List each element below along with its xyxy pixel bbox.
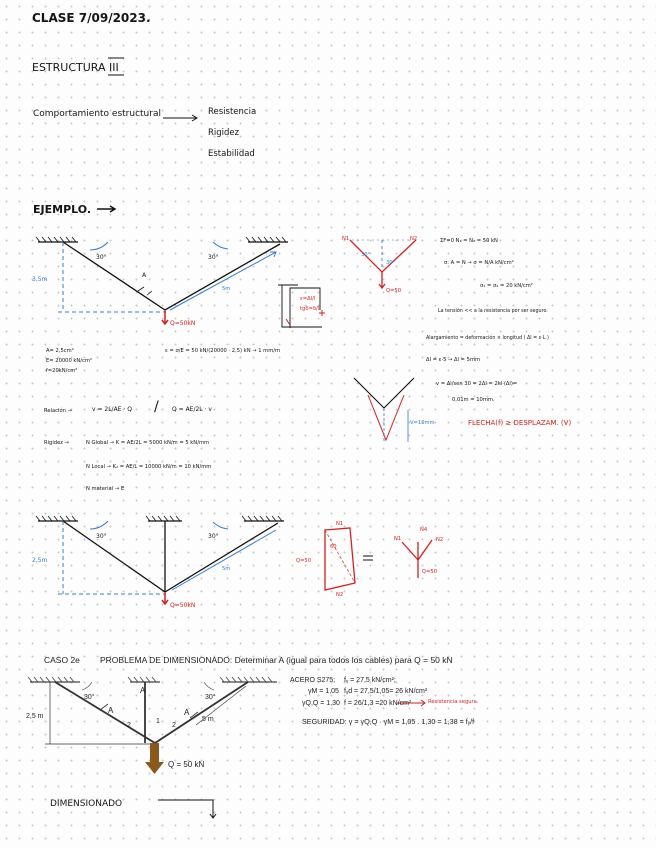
caso-cable-right-a: A [184, 708, 190, 717]
rel-label: Relación → [44, 408, 72, 414]
concept-item-estabilidad: Estabilidad [208, 149, 255, 159]
d2-angle-right: 30° [208, 533, 219, 540]
concept-left: Comportamiento estructural [33, 109, 161, 119]
eq-v-result: 0,01m = 10mm. [452, 397, 495, 403]
caso-fy: fᵧ = 27,5 kN/cm²; [344, 677, 396, 684]
caso-angle-left: 30° [84, 694, 95, 701]
example-label: EJEMPLO. [33, 203, 92, 216]
caso-height: 2,5 m [26, 713, 44, 720]
caso-cable-2-left: 2 [127, 722, 131, 729]
concept-item-resistencia: Resistencia [208, 107, 257, 117]
caso-safety: SEGURIDAD: γ = γQ,Q · γM = 1,05 . 1,30 = 1,38 = fᵧ/f [302, 717, 475, 726]
caso-title: PROBLEMA DE DIMENSIONADO: Determinar A (igual para todos los cables) para Q = 50 kN [100, 655, 453, 665]
rig-local: N Local → K₂ = AE/L = 10000 kN/m = 10 kN/mm [86, 464, 212, 470]
force-polygon [325, 528, 373, 590]
prop-strain: ε = σ/E = 50 kN/(20000 · 2,5) kN → 1 mm/m [165, 348, 281, 354]
disp-label: V=10mm [410, 420, 435, 426]
rig-label: Rigidez → [44, 440, 69, 446]
caso-steel: ACERO S275; [290, 677, 336, 684]
force-n2: N2 [410, 236, 418, 242]
eq-sum-f: ΣF=0 N₁ = N₂ = 50 kN [440, 238, 498, 244]
eq-sigma: σ: A = N → σ = N/A kN/cm² [444, 260, 514, 266]
force-a1: 30° [361, 252, 371, 258]
eq-tension-note: La tensión << a la resistencia por ser seguro. [438, 309, 548, 314]
force-diagram [350, 240, 416, 288]
poly-angle: 60 [330, 544, 337, 550]
d1-cable-a: A [142, 272, 147, 279]
caso-load: Q = 50 kN [168, 760, 205, 769]
caso-gamma-m: γM = 1,05 [308, 688, 339, 695]
caso-angle-right: 30° [205, 694, 216, 701]
star-n2: N2 [436, 537, 444, 543]
caso-cable-2-right: 2 [172, 722, 176, 729]
d1-angle-left: 30° [96, 254, 107, 261]
prop-area: A= 2,5cm² [46, 348, 74, 354]
caso-cable-1: 1 [156, 718, 160, 725]
d1-length: 5m [222, 286, 231, 292]
eq-elongation: Alargamiento = deformación × longitud ( Δl = ε·L ) [426, 336, 549, 341]
diagram-1-structure [36, 237, 288, 324]
eq-v: v = Δl/sen 30 = 2Δl = 2kl·(Δl)= [436, 381, 518, 387]
rel-eq1: v = 2L/AE · Q [92, 406, 132, 413]
star-n1: N1 [394, 536, 402, 542]
star-q: Q=50 [422, 569, 438, 575]
prop-stress: f=20kN/cm² [46, 368, 78, 374]
mini-strain-eq: ε=Δl/l [300, 296, 316, 302]
mini-tg-eq: tgδ=δ/l [300, 306, 320, 312]
d2-length: 5m [222, 566, 231, 572]
poly-n1: N1 [336, 521, 344, 527]
d2-angle-left: 30° [96, 533, 107, 540]
eq-sigma-values: σ₁ = σ₂ = 20 kN/cm² [480, 283, 533, 289]
poly-n2: N2 [336, 592, 344, 598]
d1-load: Q=50kN [170, 320, 196, 327]
rig-global: N Global → K = AE/2L = 5000 kN/m = 5 kN/mm [86, 440, 210, 446]
rel-slash: / [154, 399, 159, 415]
displacement-diagram [354, 378, 414, 442]
caso-fyd: fᵧd = 27,5/1,05= 26 kN/cm² [344, 688, 428, 695]
concept-item-rigidez: Rigidez [208, 128, 240, 138]
poly-q: Q=50 [296, 558, 312, 564]
d2-load: Q=50kN [170, 602, 196, 609]
prop-modulus: E= 20000 kN/cm² [46, 358, 93, 364]
caso-cable-left-a: A [108, 706, 114, 715]
star-n4: N4 [420, 527, 428, 533]
footer-dimensionado: DIMENSIONADO [50, 799, 123, 809]
rel-eq2: Q = AE/2L · v [172, 406, 212, 413]
d1-height: 3,5m [32, 276, 48, 283]
caso-resist-note: Resistencia segura. [428, 699, 479, 705]
caso-gamma-q: γQ,Q = 1,30 [302, 700, 340, 707]
caso-tag: CASO 2e [44, 655, 80, 665]
d1-angle-right: 30° [208, 254, 219, 261]
eq-delta-l: Δl = ε·5 → Δl = 5mm [426, 357, 481, 363]
subject-title: ESTRUCTURA III [32, 61, 119, 74]
diagram-2-structure [36, 516, 284, 604]
caso-cable-top-a: A [140, 686, 146, 695]
flecha-note: FLECHA(f) ≥ DESPLAZAM. (V) [468, 419, 572, 427]
caso-f: f = 26/1,3 =20 kN/cm² [344, 700, 412, 707]
force-q: Q=50 [386, 288, 402, 294]
force-a2: 30° [386, 260, 396, 266]
d2-height: 2,5m [32, 557, 48, 564]
caso-length: 5 m [202, 716, 214, 723]
rig-material: N material → E [86, 486, 125, 492]
force-n1: N1 [342, 236, 350, 242]
class-date: CLASE 7/09/2023. [32, 11, 151, 25]
